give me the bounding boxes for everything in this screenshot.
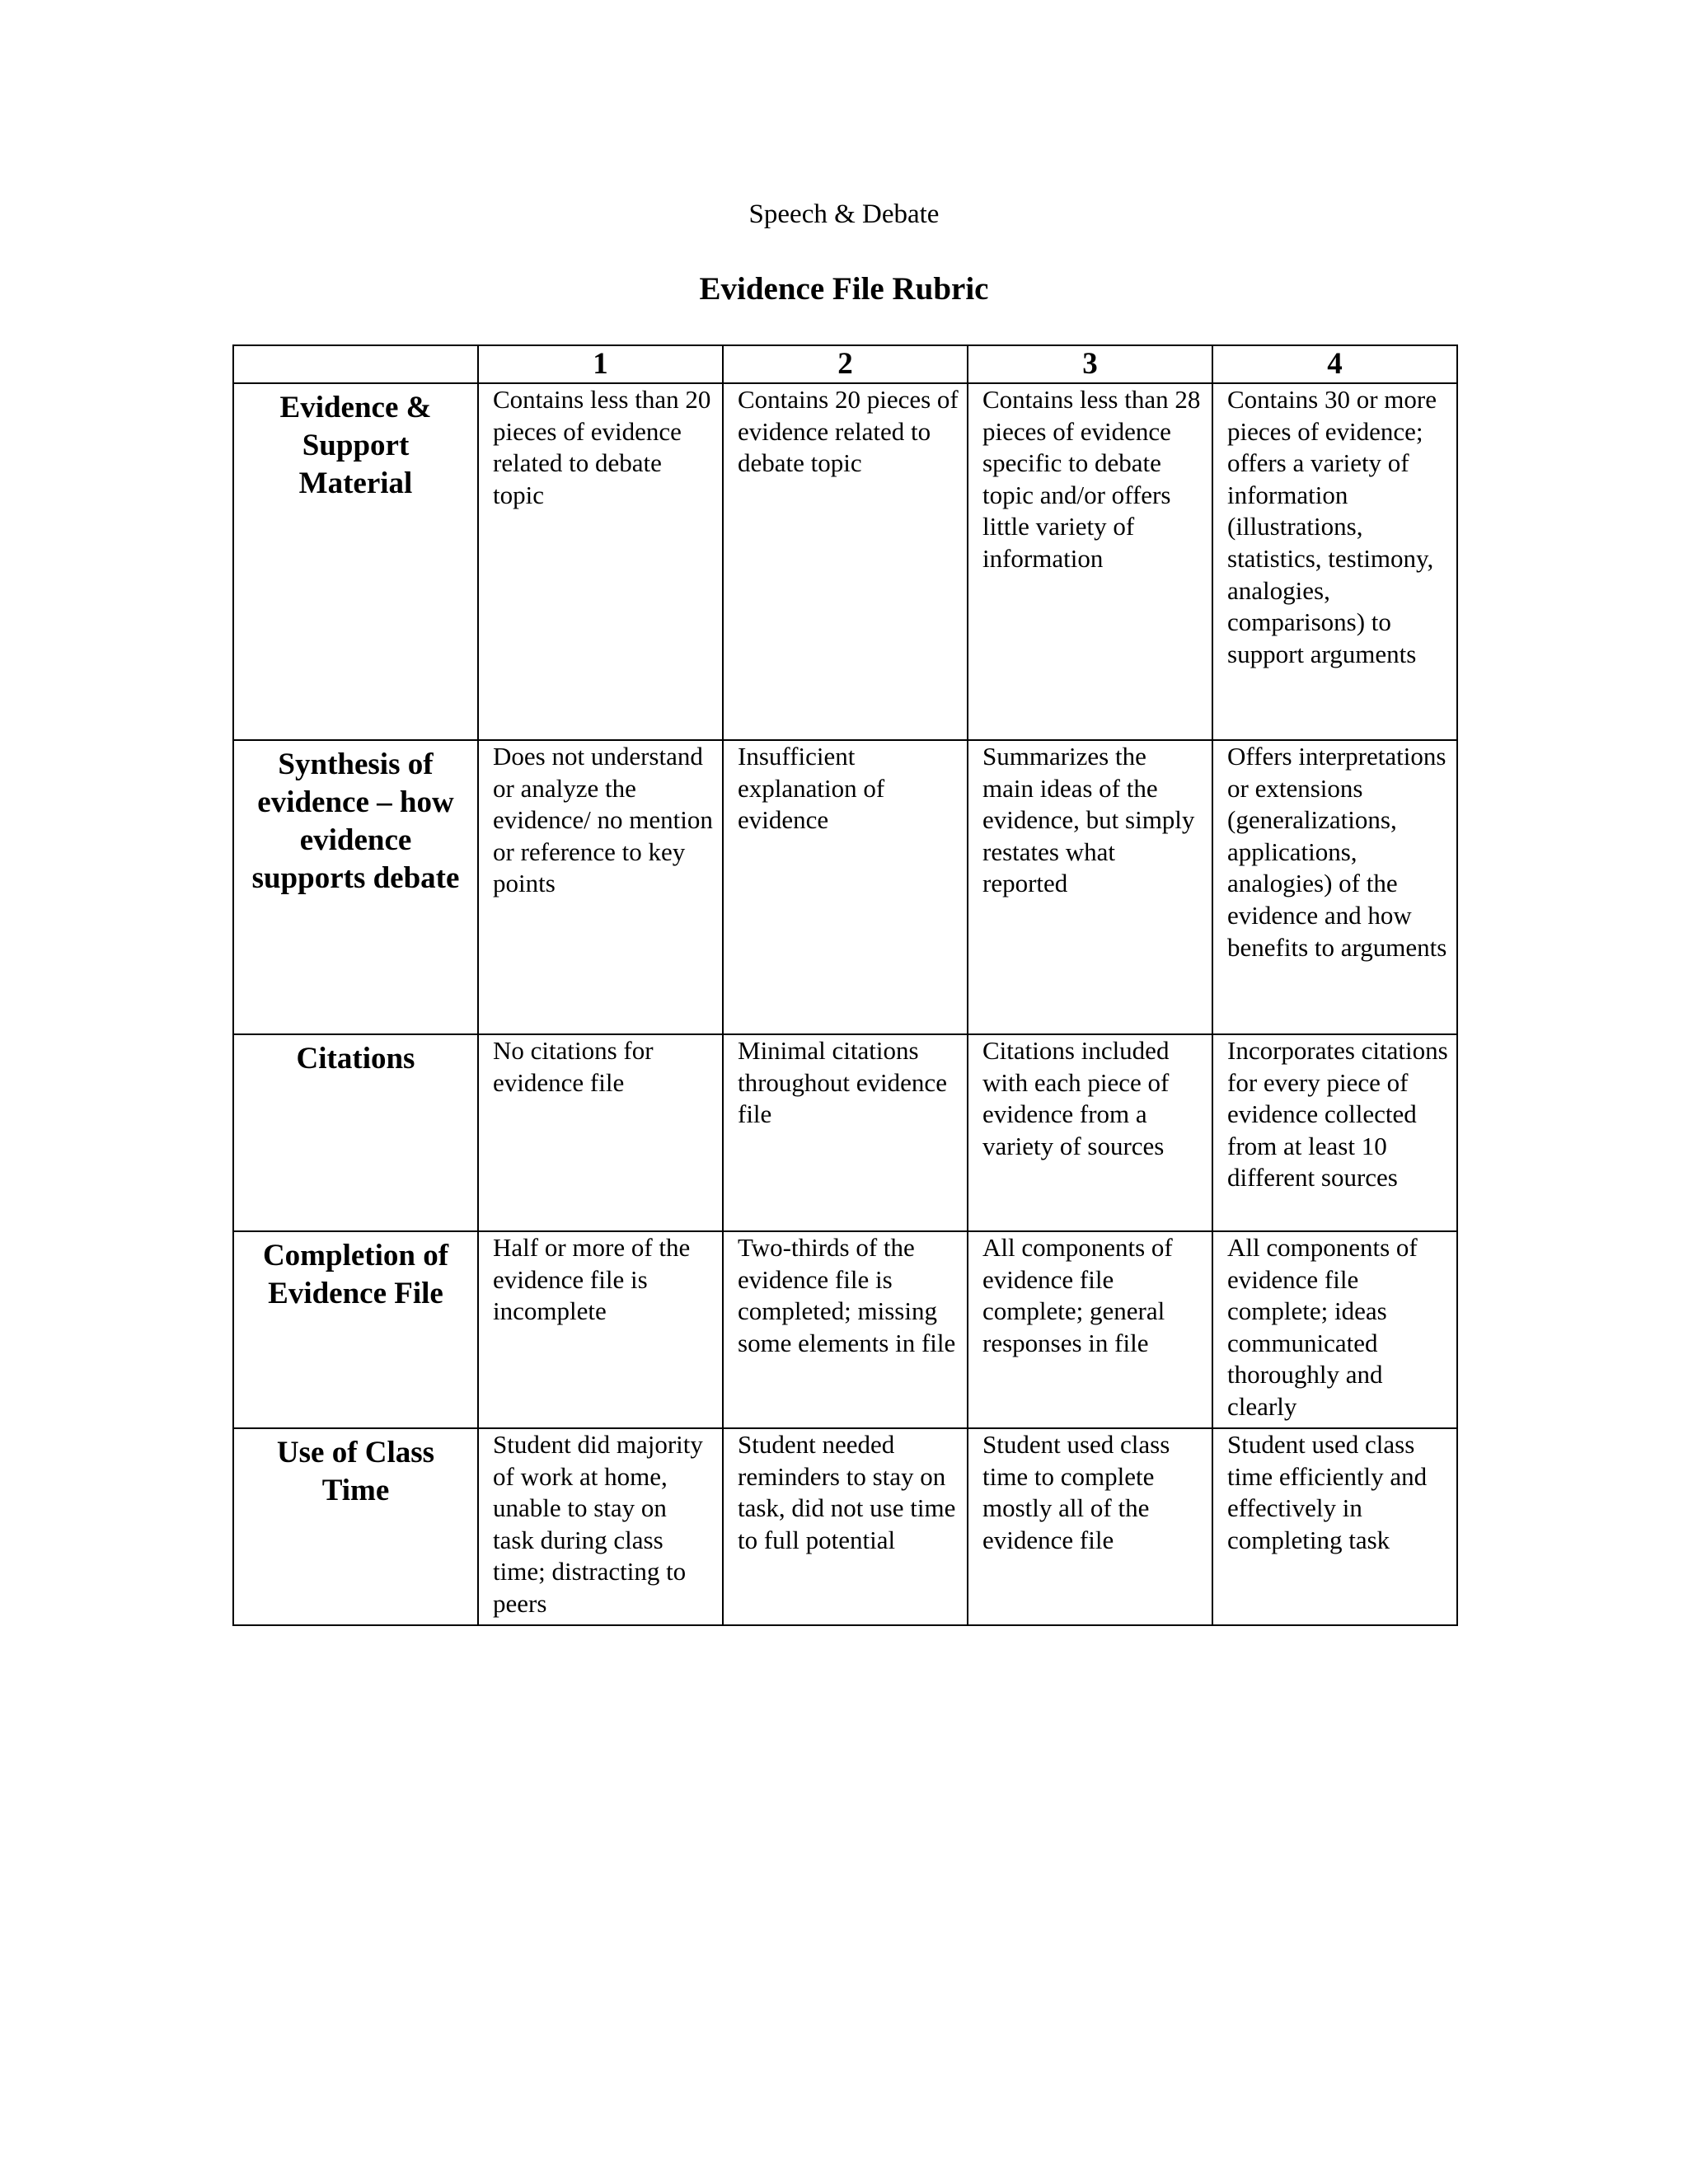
rubric-cell-score-1: No citations for evidence file bbox=[478, 1034, 723, 1231]
criterion-label: Citations bbox=[233, 1034, 478, 1231]
column-header-score-3: 3 bbox=[968, 345, 1212, 383]
rubric-cell-score-2: Student needed reminders to stay on task, did not use time to full potential bbox=[723, 1428, 968, 1625]
rubric-cell-score-3: Summarizes the main ideas of the evidence, but simply restates what reported bbox=[968, 740, 1212, 1034]
rubric-cell-score-1: Contains less than 20 pieces of evidence related to debate topic bbox=[478, 383, 723, 740]
rubric-cell-score-3: All components of evidence file complete; general responses in file bbox=[968, 1231, 1212, 1428]
rubric-cell-score-2: Insufficient explanation of evidence bbox=[723, 740, 968, 1034]
criterion-label: Evidence & Support Material bbox=[233, 383, 478, 740]
criterion-label: Synthesis of evidence – how evidence supports debate bbox=[233, 740, 478, 1034]
rubric-cell-score-2: Minimal citations throughout evidence file bbox=[723, 1034, 968, 1231]
rubric-cell-score-3: Citations included with each piece of evidence from a variety of sources bbox=[968, 1034, 1212, 1231]
rubric-cell-score-1: Does not understand or analyze the evidence/ no mention or reference to key points bbox=[478, 740, 723, 1034]
column-header-score-1: 1 bbox=[478, 345, 723, 383]
rubric-header-row bbox=[233, 345, 1457, 383]
document-subtitle: Speech & Debate bbox=[748, 199, 940, 229]
rubric-cell-score-3: Student used class time to complete mostly all of the evidence file bbox=[968, 1428, 1212, 1625]
rubric-row-synthesis bbox=[233, 740, 1457, 1034]
column-header-score-2: 2 bbox=[723, 345, 968, 383]
rubric-row-completion bbox=[233, 1231, 1457, 1428]
rubric-cell-score-2: Contains 20 pieces of evidence related to debate topic bbox=[723, 383, 968, 740]
rubric-cell-score-4: Contains 30 or more pieces of evidence; offers a variety of information (illustrations, statistics, testimony, analogies, comparisons) to support arguments bbox=[1212, 383, 1457, 740]
rubric-cell-score-2: Two-thirds of the evidence file is completed; missing some elements in file bbox=[723, 1231, 968, 1428]
rubric-table bbox=[232, 344, 1458, 1626]
rubric-row-evidence-support bbox=[233, 383, 1457, 740]
rubric-row-class-time bbox=[233, 1428, 1457, 1625]
criterion-label: Completion of Evidence File bbox=[233, 1231, 478, 1428]
rubric-cell-score-1: Student did majority of work at home, unable to stay on task during class time; distracting to peers bbox=[478, 1428, 723, 1625]
rubric-row-citations bbox=[233, 1034, 1457, 1231]
rubric-cell-score-1: Half or more of the evidence file is incomplete bbox=[478, 1231, 723, 1428]
criterion-label: Use of Class Time bbox=[233, 1428, 478, 1625]
rubric-cell-score-3: Contains less than 28 pieces of evidence specific to debate topic and/or offers little variety of information bbox=[968, 383, 1212, 740]
column-header-score-4: 4 bbox=[1212, 345, 1457, 383]
column-header-blank bbox=[233, 345, 478, 383]
rubric-cell-score-4: Offers interpretations or extensions (generalizations, applications, analogies) of the evidence and how benefits to arguments bbox=[1212, 740, 1457, 1034]
document-title: Evidence File Rubric bbox=[699, 271, 989, 307]
rubric-cell-score-4: Incorporates citations for every piece of evidence collected from at least 10 different sources bbox=[1212, 1034, 1457, 1231]
rubric-cell-score-4: All components of evidence file complete; ideas communicated thoroughly and clearly bbox=[1212, 1231, 1457, 1428]
rubric-cell-score-4: Student used class time efficiently and effectively in completing task bbox=[1212, 1428, 1457, 1625]
